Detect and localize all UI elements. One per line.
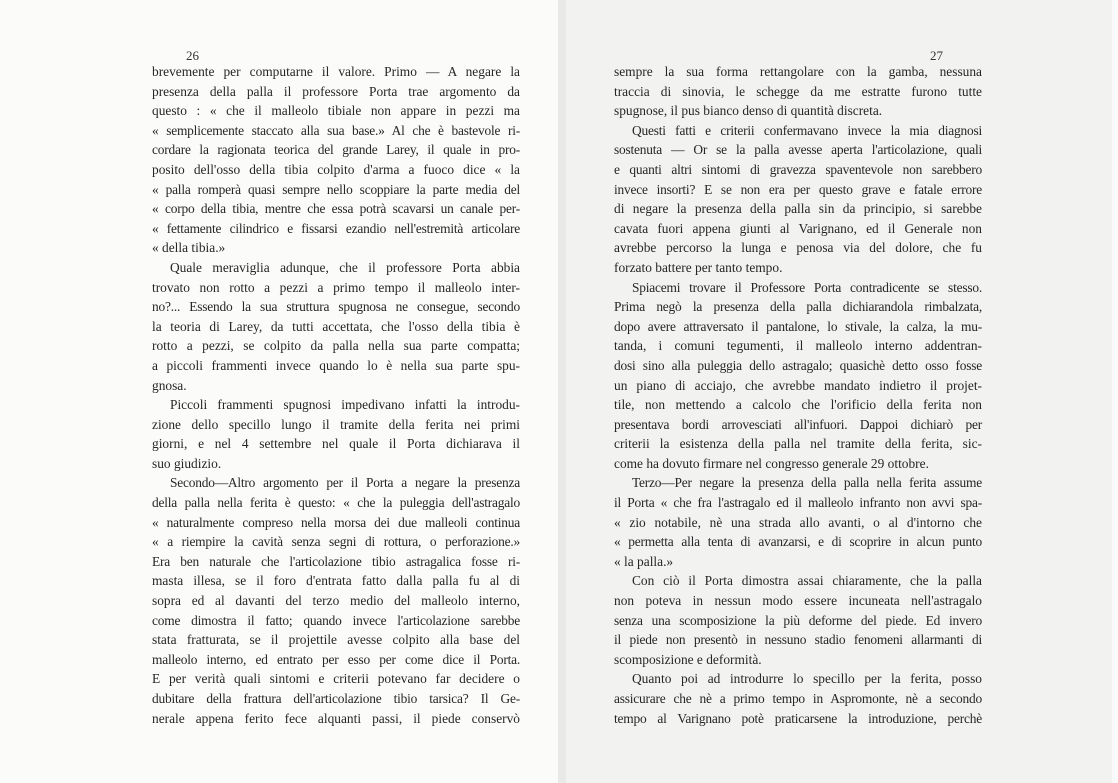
text-line: sopra ed al davanti del terzo medio del malleolo interno, [152, 593, 520, 609]
text-line: rotto a pezzi, se colpito da palla nella sua parte compatta; [152, 338, 520, 354]
text-line: invece insorti? E se non era per questo grave e fatale errore [614, 181, 982, 197]
right-page [566, 0, 1112, 783]
page-edge [1112, 0, 1118, 783]
text-line: come ha dovuto firmare nel congresso generale 29 ottobre. [614, 455, 929, 471]
text-line: avrebbe percorso la lunga e penosa via del dolore, che fu [614, 240, 982, 256]
text-line: e quanti altri sintomi di gravezza spaventevole non sarebbero [614, 161, 982, 177]
text-line: gnosa. [152, 377, 187, 393]
text-line: tile, non mettendo a calcolo che l'orificio della ferita non [614, 397, 982, 413]
text-line: Terzo—Per negare la presenza della palla nella ferita assume [632, 475, 982, 491]
text-line: posito dell'osso della tibia colpito d'arma a fuoco dice « la [152, 161, 520, 177]
text-line: il piede non presentò in nessuno stadio fenomeni allarmanti di [614, 632, 982, 648]
text-line: Con ciò il Porta dimostra assai chiaramente, che la palla [632, 573, 982, 589]
text-line: presentava bordi arrovesciati all'infuori. Dappoi dichiarò per [614, 416, 982, 432]
text-line: il Porta « che fra l'astragalo ed il malleolo infranto non avvi spa- [614, 495, 982, 511]
book-gutter [558, 0, 566, 783]
text-line: spugnose, il pus bianco denso di quantità discreta. [614, 103, 883, 119]
text-line: sostenuta — Or se la palla avesse aperta l'articolazione, quali [614, 142, 982, 158]
right-page-text [614, 62, 982, 728]
text-line: « naturalmente compreso nella morsa dei due malleoli continua [152, 514, 520, 530]
text-line: Prima negò la presenza della palla dichiarandola rimbalzata, [614, 299, 982, 315]
text-line: « zio notabile, nè una strada allo avanti, o al d'intorno che [614, 514, 982, 530]
left-page [0, 0, 558, 783]
text-line: senza una scomposizione la più deforme del piede. Ed invero [614, 612, 982, 628]
text-line: questo : « che il malleolo tibiale non appare in pezzi ma [152, 103, 520, 119]
text-line: suo giudizio. [152, 455, 222, 471]
page-number-left: 26 [186, 48, 199, 63]
text-line: tanda, i comuni tegumenti, il malleolo interno addentran- [614, 338, 982, 354]
text-line: « la palla.» [614, 553, 674, 569]
text-line: assicurare che nè a primo tempo in Aspromonte, nè a secondo [614, 691, 982, 706]
text-line: « a riempire la cavità senza segni di rottura, o perforazione.» [152, 534, 520, 550]
text-line: « palla romperà quasi sempre nello scoppiare la parte media del [152, 181, 520, 197]
text-line: sempre la sua forma rettangolare con la gamba, nessuna [614, 64, 982, 79]
text-line: giorni, e nel 4 settembre nel quale il Porta dichiarava il [152, 436, 520, 452]
text-line: « corpo della tibia, mentre che essa potrà scavarsi un canale per- [152, 201, 520, 217]
text-line: un piano di acciajo, che avrebbe mandato indietro il projet- [614, 377, 982, 393]
text-line: trovato non rotto a pezzi a primo tempo il malleolo inter- [152, 279, 520, 295]
text-line: « permetta alla tenta di avanzarsi, e di scoprire in alcun punto [614, 534, 982, 550]
text-line: criterii la esistenza della palla nel tramite della ferita, sic- [614, 436, 982, 452]
text-line: Quale meraviglia adunque, che il professore Porta abbia [170, 259, 520, 275]
text-line: brevemente per computarne il valore. Primo — A negare la [152, 64, 520, 79]
text-line: E per verità quali sintomi e criterii potevano far decidere o [152, 671, 520, 687]
text-line: dubitare della frattura dell'articolazione tibio tarsica? Il Ge- [152, 691, 520, 706]
text-line: « della tibia.» [152, 240, 226, 256]
text-line: Spiacemi trovare il Professore Porta contradicente se stesso. [632, 279, 982, 295]
text-line: zione dello specillo lungo il tramite della ferita nei primi [152, 416, 520, 432]
text-line: Piccoli frammenti spugnosi impedivano infatti la introdu- [170, 397, 520, 413]
text-line: Era ben naturale che l'articolazione tibio astragalica fosse ri- [152, 553, 520, 569]
text-line: « fettamente cilindrico e fissarsi ezandio nell'estremità articolare [152, 220, 520, 236]
text-line: la teoria di Larey, da tutti accettata, che l'osso della tibia è [152, 318, 520, 334]
text-line: cordare la ragionata teorica del grande Larey, il quale in pro- [152, 142, 520, 158]
text-line: Questi fatti e criterii confermavano invece la mia diagnosi [632, 122, 982, 138]
text-line: forzato battere per tanto tempo. [614, 259, 783, 275]
text-line: traccia di sinovia, le schegge da me estratte furono tutte [614, 83, 982, 99]
text-line: stata fratturata, se il projettile avesse colpito alla base del [152, 632, 520, 648]
text-line: « semplicemente staccato alla sua base.» Al che è bastevole ri- [152, 122, 520, 138]
text-line: presenza della palla il professore Porta trae argomento da [152, 83, 520, 99]
text-line: tempo al Varignano potè praticarsene la introduzione, perchè [614, 710, 982, 726]
text-line: scomposizione e deformità. [614, 651, 762, 667]
text-line: masta illesa, se il foro d'entrata fatto dalla palla fu al di [152, 573, 520, 589]
text-line: malleolo interno, ed entrato per esso per come dice il Porta. [152, 651, 520, 667]
text-line: cavata fuori appena giunti al Varignano, ed il Generale non [614, 220, 982, 236]
text-line: non poteva in nessun modo essere incuneata nell'astragalo [614, 593, 982, 609]
text-line: come dimostra il fatto; quando invece l'articolazione sarebbe [152, 612, 520, 628]
text-line: dopo avere attraversato il pantalone, lo stivale, la calza, la mu- [614, 318, 982, 334]
text-line: nerale appena ferito fece alquanti passi, il piede conservò [152, 710, 520, 726]
text-line: dosi sino alla puleggia dello astragalo; quasichè detto osso fosse [614, 357, 982, 373]
text-line: della palla nella ferita è questo: « che la puleggia dell'astragalo [152, 495, 520, 511]
text-line: Secondo—Altro argomento per il Porta a negare la presenza [170, 475, 520, 491]
text-line: a piccoli frammenti invece quando lo è nella sua parte spu- [152, 357, 520, 373]
text-line: Quanto poi ad introdurre lo specillo per la ferita, posso [632, 671, 982, 687]
text-line: di negare la presenza della palla sin da principio, si sarebbe [614, 201, 982, 217]
text-line: no?... Essendo la sua struttura spugnosa ne consegue, secondo [152, 299, 520, 315]
page-number-right: 27 [930, 48, 943, 63]
left-page-text [152, 62, 520, 728]
